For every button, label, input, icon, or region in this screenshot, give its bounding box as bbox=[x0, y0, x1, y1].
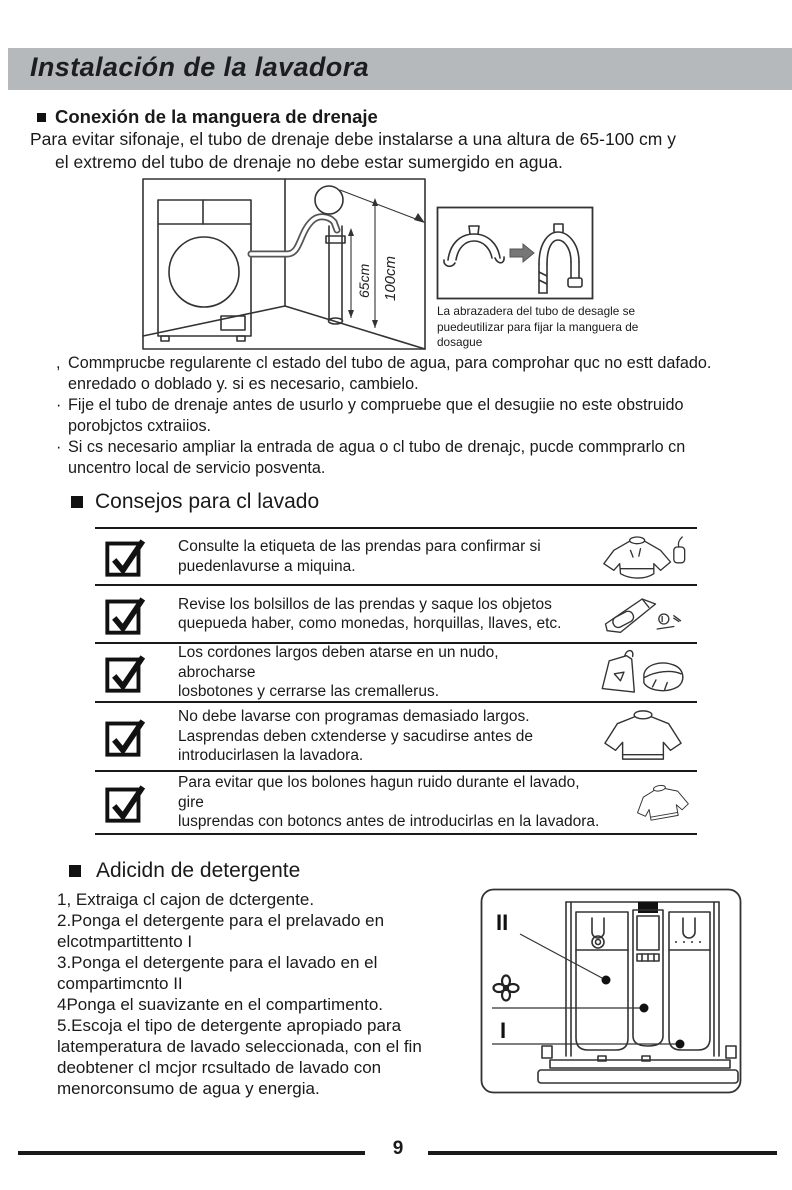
drain-section-heading bbox=[37, 106, 378, 128]
dim-label-100cm: 100cm bbox=[382, 255, 399, 301]
table-row bbox=[95, 703, 697, 772]
tip-line: Lasprendas deben cxtenderse y sacudirse antes de bbox=[178, 727, 534, 745]
detergent-drawer-figure bbox=[480, 888, 742, 1094]
bullet-marker: · bbox=[56, 438, 62, 456]
drain-heading-label: Conexión de la manguera de drenaje bbox=[55, 106, 378, 127]
tip-line: losbotones y cerrarse las cremallerus. bbox=[178, 683, 440, 701]
table-row bbox=[95, 772, 697, 835]
sweater-with-care-tag-illustration bbox=[589, 532, 697, 582]
table-row bbox=[95, 586, 697, 644]
tip-line: Consulte la etiqueta de las prendas para confirmar si bbox=[178, 538, 541, 555]
tips-section-heading bbox=[71, 490, 319, 514]
bullet-marker: · bbox=[56, 396, 62, 414]
note-line: uncentro local de servicio posventa. bbox=[68, 459, 326, 477]
detergent-section-heading bbox=[69, 859, 300, 883]
step-line: 5.Escoja el tipo de detergente apropiado para bbox=[57, 1016, 402, 1035]
compartment-II-label: II bbox=[496, 910, 509, 935]
tip-line: Revise los bolsillos de las prendas y saque los objetos bbox=[178, 595, 552, 613]
tip-line: No debe lavarse con programas demasiado largos. bbox=[178, 708, 530, 726]
checked-checkbox-icon bbox=[103, 534, 148, 579]
square-bullet-icon bbox=[37, 113, 46, 122]
tip-line: Los cordones largos deben atarse en un nudo, abrocharse bbox=[178, 644, 499, 681]
tips-heading-label: Consejos para cl lavado bbox=[95, 490, 320, 513]
standpipe-drawing bbox=[315, 186, 345, 324]
footer-rule-left bbox=[18, 1151, 365, 1155]
list-item bbox=[56, 353, 772, 395]
dim-label-65cm: 65cm bbox=[356, 263, 372, 298]
washing-tips-table bbox=[95, 527, 697, 835]
detail-pointer-arrow bbox=[340, 190, 425, 223]
bullet-marker: , bbox=[56, 354, 61, 372]
step-line: latemperatura de lavado seleccionada, con el fin bbox=[57, 1037, 422, 1056]
tip-text bbox=[178, 537, 568, 576]
hose-clamp-detail-figure bbox=[436, 206, 594, 301]
drain-intro-line-1: Para evitar sifonaje, el tubo de drenaje debe instalarse a una altura de 65-100 cm y bbox=[30, 129, 676, 149]
table-row bbox=[95, 644, 697, 703]
footer-rule-right bbox=[428, 1151, 777, 1155]
step-line: deobtener cl mcjor rcsultado de lavado con bbox=[57, 1058, 382, 1077]
note-line: Si cs necesario ampliar la entrada de agua o cl tubo de drenajc, pucde commprarlo cn bbox=[68, 438, 686, 456]
clamp-caption-line-3: dosague bbox=[437, 335, 483, 349]
page-header-bar bbox=[8, 48, 792, 90]
square-bullet-icon bbox=[69, 865, 81, 877]
step-line: elcotmpartittento I bbox=[57, 932, 193, 951]
checked-checkbox-icon bbox=[103, 714, 148, 759]
tip-text bbox=[178, 707, 568, 766]
clamp-caption-line-2: puedeutilizar para fijar la manguera de bbox=[437, 319, 639, 334]
tip-line: lusprendas con botoncs antes de introducirlas en la lavadora. bbox=[178, 813, 600, 831]
step-line: menorconsumo de agua y energia. bbox=[57, 1079, 320, 1098]
tip-line: puedenlavurse a miquina. bbox=[178, 557, 356, 575]
checked-checkbox-icon bbox=[103, 592, 148, 637]
tip-line: introducirlasen la lavadora. bbox=[178, 747, 364, 765]
trousers-and-coins-illustration bbox=[589, 589, 697, 639]
apron-and-bag-illustration bbox=[589, 647, 697, 699]
dimension-65cm bbox=[348, 228, 372, 318]
detergent-heading-label: Adicidn de detergente bbox=[96, 859, 301, 882]
tip-line: Para evitar que los bolones hagun ruido durante el lavado, gire bbox=[178, 774, 580, 811]
step-line: 4Ponga el suavizante en el compartimento. bbox=[57, 995, 384, 1014]
square-bullet-icon bbox=[71, 496, 83, 508]
tip-text bbox=[178, 773, 608, 832]
detergent-steps bbox=[57, 889, 477, 1099]
tip-text bbox=[178, 643, 568, 702]
tip-line: quepueda haber, como monedas, horquillas, llaves, etc. bbox=[178, 615, 562, 632]
dimension-100cm bbox=[372, 198, 399, 328]
note-line: Fije el tubo de drenaje antes de usurlo y compruebe que el desugiie no este obstruido bbox=[68, 396, 684, 414]
step-line: 1, Extraiga cl cajon de dctergente. bbox=[57, 890, 315, 909]
page-title: Instalación de la lavadora bbox=[30, 52, 370, 82]
tip-text bbox=[178, 595, 568, 634]
compartment-I-label: I bbox=[500, 1018, 507, 1043]
list-item bbox=[56, 395, 772, 437]
drain-intro-line-2: el extremo del tubo de drenaje no debe estar sumergido en agua. bbox=[55, 152, 563, 172]
note-line: Commprucbe regularente cl estado del tubo de agua, para comprohar quc no estt dafado. bbox=[68, 354, 712, 372]
list-item bbox=[56, 437, 772, 479]
drain-hose-installation-figure bbox=[133, 176, 433, 352]
note-line: porobjctos cxtraiios. bbox=[68, 417, 212, 435]
drain-notes-list bbox=[56, 353, 772, 479]
sweater-front-illustration bbox=[589, 706, 697, 768]
note-line: enredado o doblado y. si es necesario, cambielo. bbox=[68, 375, 419, 393]
checked-checkbox-icon bbox=[103, 650, 148, 695]
checked-checkbox-icon bbox=[103, 780, 148, 825]
clamp-caption-line-1: La abrazadera del tubo de desagle se bbox=[437, 304, 636, 318]
drain-hose-drawing bbox=[251, 217, 337, 254]
table-row bbox=[95, 529, 697, 586]
clamp-caption bbox=[437, 304, 647, 351]
sweater-angled-illustration bbox=[627, 774, 697, 832]
step-line: 3.Ponga el detergente para el lavado en el bbox=[57, 953, 378, 972]
step-line: 2.Ponga el detergente para el prelavado en bbox=[57, 911, 385, 930]
page-number: 9 bbox=[392, 1138, 404, 1159]
step-line: compartimcnto II bbox=[57, 974, 183, 993]
washing-machine-drawing bbox=[158, 200, 251, 341]
